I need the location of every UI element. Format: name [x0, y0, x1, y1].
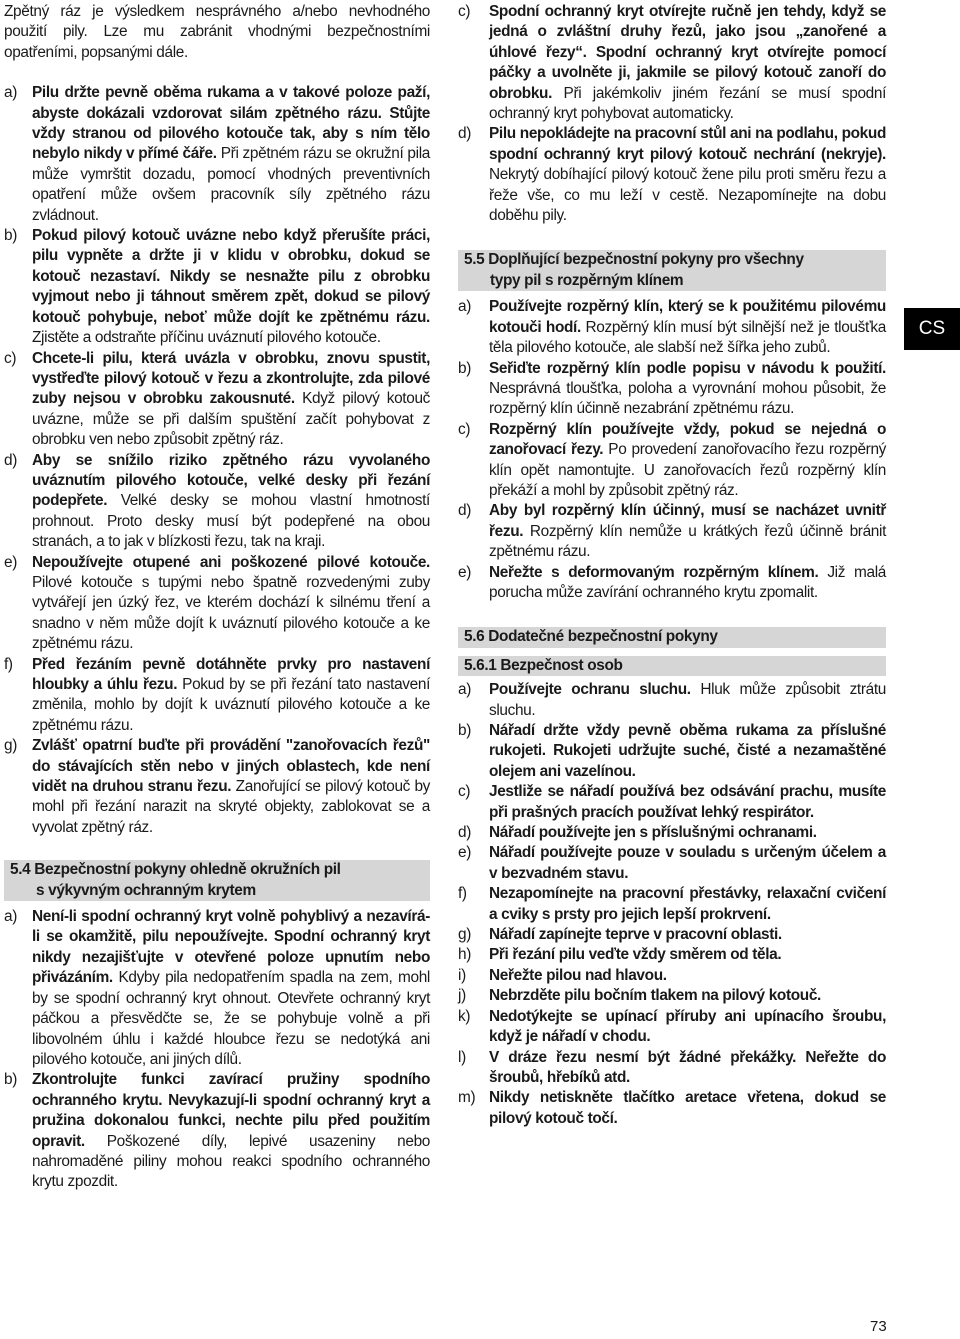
item-bold-text: Nikdy netiskněte tlačítko aretace vřetena, dokud se pilový kotouč točí. — [489, 1089, 886, 1127]
list-item — [458, 563, 886, 604]
section-heading-5-5 — [458, 250, 886, 291]
item-bold-text: Neřežte s deformovaným rozpěrným klínem. — [489, 563, 819, 581]
item-text: Již malá porucha může zavírání ochranného krytu zpomalit. — [489, 563, 886, 601]
list-item — [4, 1070, 430, 1192]
page-number: 73 — [870, 1318, 887, 1335]
list-item — [458, 782, 886, 823]
item-text: Nekrytý dobíhající pilový kotouč žene pilu proti směru řezu a řeže vše, co mu leží v cestě. Nezapomínejte na dobu doběhu pily. — [489, 166, 886, 225]
item-label: e) — [4, 553, 17, 571]
item-label: a) — [4, 84, 17, 102]
guard-list-continued — [458, 2, 886, 226]
item-text: Poškozené díly, lepivé usazeniny nebo nahromaděné piliny mohou reakci spodního ochranného krytu zpozdit. — [32, 1132, 430, 1191]
item-bold-text: Spodní ochranný kryt otvírejte ručně jen tehdy, když se jedná o zvláštní druhy řezů, jako jsou „zanořené a úhlové řezy“. Spodní ochranný kryt otvírejte pomocí páčky a uvolněte ji, jakmile se pilový kotouč zanoří do obrobku. — [489, 3, 886, 102]
item-label: c) — [4, 349, 17, 367]
item-bold-text: Nářadí používejte jen s příslušnými ochranami. — [489, 824, 817, 842]
item-label: d) — [458, 502, 471, 520]
personal-safety-list — [458, 680, 886, 1129]
list-item — [458, 884, 886, 925]
item-label: c) — [458, 420, 471, 438]
item-bold-text: Zkontrolujte funkci zavírací pružiny spodního ochranného krytu. Nevykazují-li spodní ochranný kryt a pružina dokonalou funkci, nechte pilu před použitím opravit. — [32, 1071, 430, 1150]
item-text: Když pilový kotouč uvázne, může se při dalším spuštění začít pohybovat z obrobku ven nebo způsobit zpětný ráz. — [32, 390, 431, 449]
list-item — [458, 966, 886, 986]
list-item — [458, 1007, 886, 1048]
item-text: Nesprávná tloušťka, poloha a vyrovnání mohou působit, že rozpěrný klín účinně nezabrání zpětnému rázu. — [489, 379, 886, 418]
item-bold-text: V dráze řezu nesmí být žádné překážky. Neřežte do šroubů, hřebíků atd. — [489, 1048, 886, 1086]
item-bold-text: Chcete-li pilu, která uvázla v obrobku, znovu spustit, vystřeďte pilový kotouč v řezu a zkontrolujte, zda pilové zuby nejsou v obrobku zakousnuté. — [32, 349, 430, 408]
item-label: i) — [458, 966, 466, 984]
item-bold-text: Aby se snížilo riziko zpětného rázu vyvolaného uváznutím pilového kotouče, velké desky při řezání podepřete. — [32, 451, 430, 510]
item-bold-text: Rozpěrný klín používejte vždy, pokud se nejedná o zanořovací řezy. — [489, 420, 886, 459]
item-bold-text: Nezapomínejte na pracovní přestávky, relaxační cvičení a cviky s prsty pro jejich lepší prokrvení. — [489, 885, 886, 923]
section-heading-5-6-1: 5.6.1 Bezpečnost osob — [458, 656, 886, 676]
item-bold-text: Pilu držte pevně oběma rukama a v takové poloze paží, abyste dokázali vzdorovat silám zpětného rázu. Stůjte vždy stranou od pilového kotouče tak, aby s ním tělo nebylo nikdy v přímé čáře. — [32, 84, 430, 163]
list-item — [458, 823, 886, 843]
list-item — [4, 451, 430, 553]
item-text: Rozpěrný klín nemůže u krátkých řezů účinně bránit zpětnému rázu. — [489, 522, 886, 561]
section-heading-5-4 — [4, 860, 430, 901]
item-bold-text: Neřežte pilou nad hlavou. — [489, 966, 667, 984]
section-heading-line: 5.5 Doplňující bezpečnostní pokyny pro všechny — [464, 251, 804, 269]
item-label: d) — [4, 451, 17, 469]
item-bold-text: Používejte rozpěrný klín, který se k použitému pilovému kotouči hodí. — [489, 298, 886, 336]
list-item — [458, 501, 886, 562]
item-bold-text: Seřiďte rozpěrný klín podle popisu v návodu k použití. — [489, 359, 886, 377]
item-text: Zjistěte a odstraňte příčinu uváznutí pilového kotouče. — [32, 329, 381, 347]
item-text: Pokud by se při řezání tato nastavení změnila, mohlo by dojít k uváznutí pilového kotouče a ke zpětnému rázu. — [32, 676, 431, 734]
list-item — [4, 553, 430, 655]
intro-paragraph: Zpětný ráz je výsledkem nesprávného a/nebo nevhodného použití pily. Lze mu zabránit vhodnými bezpečnostními opatřeními, popsanými dále. — [4, 3, 430, 61]
left-column — [4, 2, 430, 1193]
item-label: e) — [458, 844, 471, 862]
item-text: Velké desky se mohou vlastní hmotností prohnout. Proto desky musí být podepřené na obou stranách, a to jak v blízkosti řezu, tak na kraji. — [32, 492, 430, 551]
right-column — [458, 2, 886, 1129]
item-bold-text: Nářadí používejte pouze v souladu s určeným účelem a v bezvadném stavu. — [489, 844, 886, 882]
list-item — [458, 721, 886, 782]
item-text: Při jakémkoliv jiném řezání se musí spodní ochranný kryt pohybovat automaticky. — [489, 84, 886, 123]
list-item — [458, 1088, 886, 1129]
item-bold-text: Zvlášť opatrní buďte při provádění "zanořovacích řezů" do stávajících stěn nebo v jiných oblastech, kde není vidět na druhou stranu řezu. — [32, 737, 430, 796]
item-bold-text: Nepoužívejte otupené ani poškozené pilové kotouče. — [32, 553, 430, 571]
list-item — [458, 945, 886, 965]
item-label: a) — [458, 298, 471, 316]
item-text: Kdyby pila nedopatřením spadla na zem, mohl by se spodní ochranný kryt ohnout. Otevřete ochranný kryt páčkou a přesvědčte se, že se pohybuje volně a při libovolném úhlu i každé hloubce řezu se nedotýká ani pilového kotouče, ani jiných dílů. — [32, 969, 430, 1068]
language-tab: CS — [904, 308, 960, 350]
item-label: f) — [458, 885, 467, 903]
item-bold-text: Pokud pilový kotouč uvázne nebo když přerušíte práci, pilu vypněte a držte ji v klidu v obrobku, dokud se kotouč nezastaví. Nikdy se nesnažte pilu z obrobku vyjmout nebo ji táhnout směrem zpět, dokud se pilový kotouč pohybuje, neboť může dojít ke zpětnému rázu. — [32, 227, 430, 326]
item-label: m) — [458, 1089, 476, 1107]
list-item — [4, 349, 430, 451]
section-heading-line: 5.4 Bezpečnostní pokyny ohledně okružních pil — [10, 861, 341, 879]
item-label: g) — [458, 926, 471, 944]
item-bold-text: Pilu nepokládejte na pracovní stůl ani na podlahu, pokud spodní ochranný kryt pilový kotouč nechrání (nekryje). — [489, 125, 886, 163]
item-label: a) — [4, 908, 17, 926]
list-item — [458, 925, 886, 945]
list-item — [4, 907, 430, 1070]
list-item — [4, 736, 430, 838]
item-label: d) — [458, 125, 471, 143]
list-item — [4, 226, 430, 348]
list-item — [458, 843, 886, 884]
item-bold-text: Jestliže se nářadí používá bez odsávání prachu, musíte při prašných pracích používat lehký respirátor. — [489, 783, 886, 821]
item-bold-text: Nedotýkejte se upínací příruby ani upínacího šroubu, když je nářadí v chodu. — [489, 1007, 886, 1046]
item-label: b) — [4, 1071, 17, 1089]
item-bold-text: Nebrzděte pilu bočním tlakem na pilový kotouč. — [489, 987, 821, 1005]
item-label: c) — [458, 3, 471, 20]
item-text: Při zpětném rázu se okružní pila může vymrštit dozadu, pomocí vhodných preventivních opatření může ovšem pracovník síly zpětného rázu zvládnout. — [32, 145, 430, 224]
item-label: c) — [458, 783, 471, 801]
list-item — [458, 124, 886, 226]
item-bold-text: Není-li spodní ochranný kryt volně pohyblivý a nezavírá-li se okamžitě, pilu nepoužívejte. Spodní ochranný kryt nikdy nezajišťujte v otevřené poloze upnutím nebo přivázáním. — [32, 908, 430, 987]
list-item — [458, 420, 886, 502]
list-item — [458, 1048, 886, 1089]
list-item — [458, 2, 886, 124]
item-label: d) — [458, 824, 471, 842]
item-bold-text: Před řezáním pevně dotáhněte prvky pro nastavení hloubky a úhlu řezu. — [32, 655, 430, 693]
section-heading-line: s výkyvným ochranným krytem — [36, 881, 256, 899]
list-item — [458, 680, 886, 721]
item-label: h) — [458, 946, 471, 964]
riving-knife-list — [458, 297, 886, 603]
item-label: e) — [458, 563, 471, 581]
item-label: b) — [4, 227, 17, 245]
list-item — [458, 986, 886, 1006]
item-text: Pilové kotouče s tupými nebo špatně rozvedenými zuby vytvářejí jen úzký řez, ve kterém dochází k silnému tření a snadno v něm může dojít k uváznutí pilového kotouče a ke zpětnému rázu. — [32, 573, 430, 653]
item-bold-text: Nářadí zapínejte teprve v pracovní oblasti. — [489, 926, 782, 944]
list-item — [458, 297, 886, 358]
item-label: k) — [458, 1007, 471, 1025]
item-bold-text: Při řezání pilu veďte vždy směrem od těla. — [489, 946, 782, 964]
item-label: a) — [458, 681, 471, 699]
guard-list — [4, 907, 430, 1193]
item-text: Po provedení zanořovacího řezu rozpěrný klín opět namontujte. U zanořovacích řezů rozpěrný klín překáží a mohl by způsobit zpětný ráz. — [489, 441, 886, 499]
item-label: g) — [4, 737, 17, 755]
list-item — [4, 83, 430, 226]
section-heading-line: typy pil s rozpěrným klínem — [490, 271, 684, 289]
item-label: f) — [4, 655, 13, 673]
item-text: Hluk může způsobit ztrátu sluchu. — [489, 681, 886, 719]
list-item — [4, 655, 430, 737]
item-label: j) — [458, 987, 466, 1005]
item-text: Zanořující se pilový kotouč by mohl při řezání narazit na skryté objekty, zablokovat se a vyvolat zpětný ráz. — [32, 778, 431, 836]
item-bold-text: Používejte ochranu sluchu. — [489, 681, 691, 699]
item-bold-text: Aby byl rozpěrný klín účinný, musí se nacházet uvnitř řezu. — [489, 502, 886, 540]
item-label: b) — [458, 722, 471, 739]
item-label: b) — [458, 359, 471, 377]
list-item — [458, 359, 886, 420]
kickback-list — [4, 83, 430, 838]
section-heading-5-6: 5.6 Dodatečné bezpečnostní pokyny — [458, 627, 886, 647]
item-bold-text: Nářadí držte vždy pevně oběma rukama za příslušné rukojeti. Rukojeti udržujte suché, čisté a nezamaštěné olejem ani vazelínou. — [489, 722, 886, 780]
item-text: Rozpěrný klín musí být silnější než je tloušťka těla pilového kotouče, ale slabší než šířka jeho zubů. — [489, 318, 886, 357]
item-label: l) — [458, 1048, 466, 1066]
